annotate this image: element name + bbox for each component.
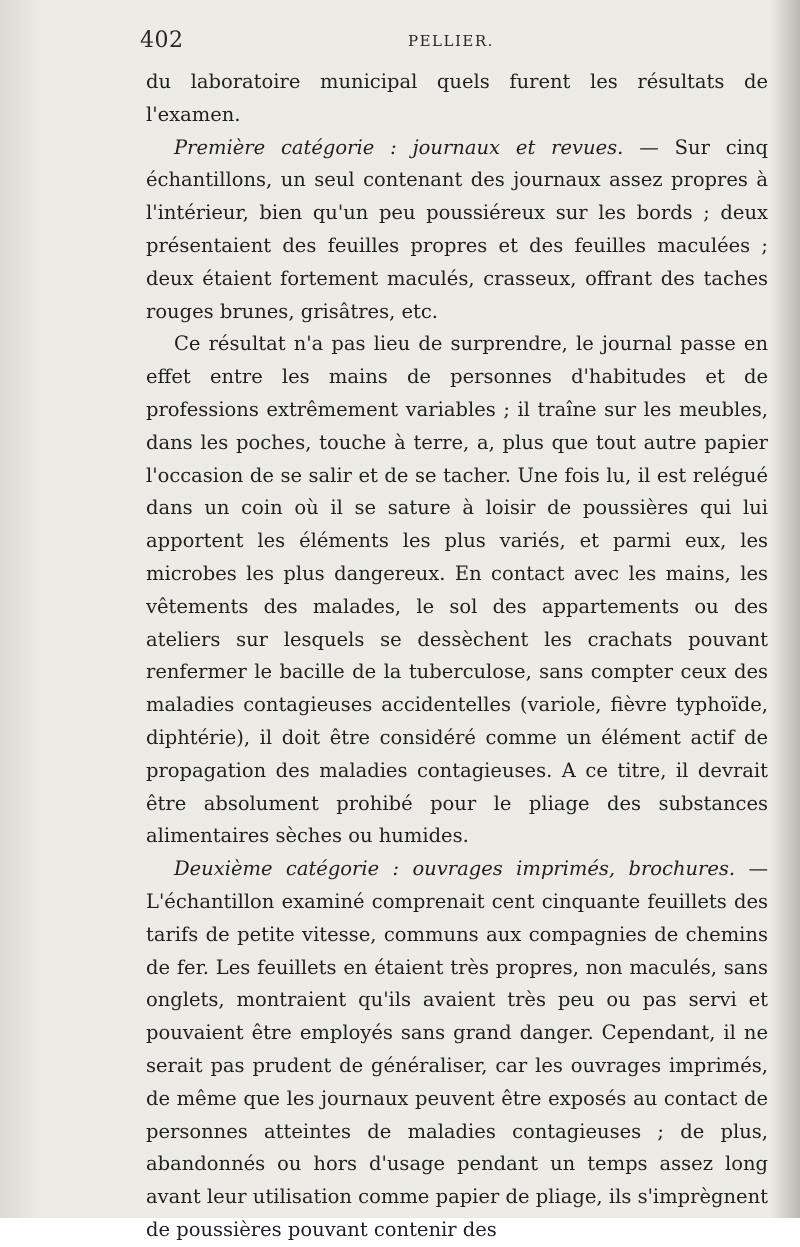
- page-header: [140, 28, 780, 60]
- paragraph-second-category: [146, 853, 768, 1247]
- paragraph-text: — Sur cinq échantillons, un seul contenant des journaux assez propres à l'intérieur, bien qu'un peu poussiéreux sur les bords ; deux présentaient des feuilles propres et des feuilles maculées ; deux étaient fortement maculés, crasseux, offrant des taches rouges brunes, grisâtres, etc.: [146, 135, 768, 323]
- body-text: [146, 66, 768, 1247]
- running-head: PELLIER.: [408, 32, 494, 50]
- paragraph-text: Ce résultat n'a pas lieu de surprendre, le journal passe en effet entre les mains de personnes d'habitudes et de professions extrêmement variables ; il traîne sur les meubles, dans les poches, touche à terre, a, plus que tout autre papier l'occasion de se salir et de se tacher. Une fois lu, il est relégué dans un coin où il se sature à loisir de poussières qui lui apportent les éléments les plus variés, et parmi eux, les microbes les plus dangereux. En contact avec les mains, les vêtements des malades, le sol des appartements ou des ateliers sur lesquels se dessèchent les crachats pouvant renfermer le bacille de la tuberculose, sans compter ceux des maladies contagieuses accidentelles (variole, fièvre typhoïde, diphtérie), il doit être considéré comme un élément actif de propagation des maladies contagieuses. A ce titre, il devrait être absolument prohibé pour le pliage des substances alimentaires sèches ou humides.: [146, 332, 768, 848]
- category-title: Deuxième catégorie : ouvrages imprimés, brochures.: [174, 857, 736, 881]
- category-title: Première catégorie : journaux et revues.: [174, 135, 624, 159]
- page-gutter-shade: [0, 0, 40, 1218]
- paragraph-continuation: [146, 66, 768, 132]
- page-number: 402: [140, 28, 184, 53]
- paragraph-text: du laboratoire municipal quels furent les résultats de l'examen.: [146, 70, 768, 126]
- paragraph-text: — L'échantillon examiné comprenait cent cinquante feuillets des tarifs de petite vitesse, communs aux compagnies de chemins de fer. Les feuillets en étaient très propres, non maculés, sans onglets, montraient qu'ils avaient très peu ou pas servi et pouvaient être employés sans grand danger. Cependant, il ne serait pas prudent de généraliser, car les ouvrages imprimés, de même que les journaux peuvent être exposés au contact de personnes atteintes de maladies contagieuses ; de plus, abandonnés ou hors d'usage pendant un temps assez long avant leur utilisation comme papier de pliage, ils s'imprègnent de poussières pouvant contenir des: [146, 857, 768, 1241]
- page-edge-shade: [770, 0, 800, 1218]
- paragraph-result: [146, 328, 768, 853]
- paragraph-first-category: [146, 132, 768, 329]
